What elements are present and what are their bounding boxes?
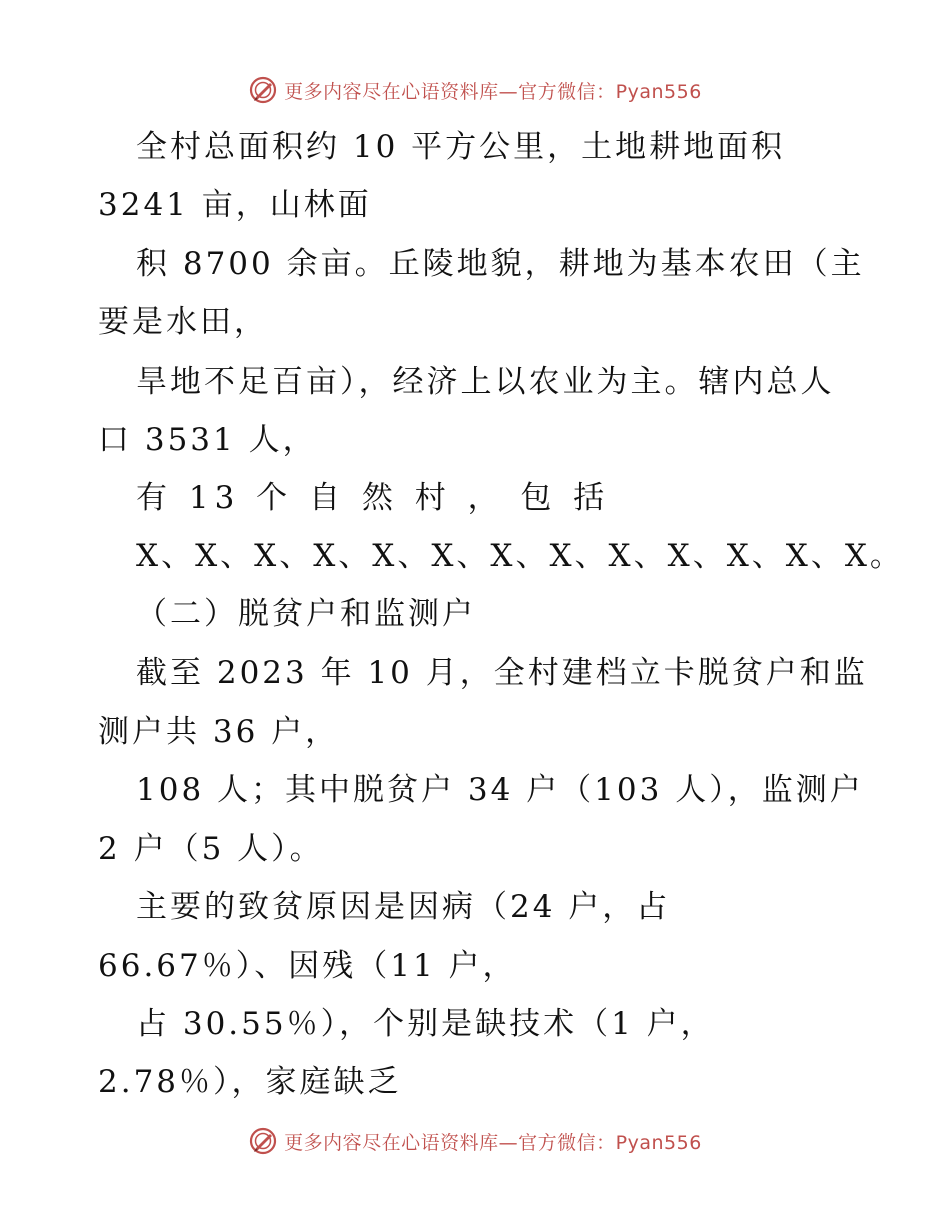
paragraph-line: 占 30.55％），个别是缺技术（1 户， (136, 1006, 715, 1042)
paragraph-line: 口 3531 人， (98, 422, 317, 458)
paragraph-line: 截至 2023 年 10 月，全村建档立卡脱贫户和监 (136, 655, 868, 691)
footer-watermark (0, 1123, 950, 1159)
paragraph-line: 测户共 36 户， (98, 714, 340, 750)
pen-circle-logo-icon (248, 1126, 278, 1156)
paragraph-line: 主要的致贫原因是因病（24 户，占 (136, 889, 671, 925)
pen-circle-logo-icon (248, 75, 278, 105)
paragraph-line: 有 13 个 自 然 村 ， 包 括 (136, 480, 611, 516)
paragraph-line: 旱地不足百亩），经济上以农业为主。辖内总人 (136, 364, 835, 400)
paragraph-line: 108 人；其中脱贫户 34 户（103 人），监测户 (136, 772, 864, 808)
paragraph-line: X、X、X、X、X、X、X、X、X、X、X、X、X。 (136, 538, 904, 574)
paragraph-line: 66.67％）、因残（11 户， (98, 948, 517, 984)
header-watermark (0, 72, 950, 108)
watermark-wechat-id: Pyan556 (615, 80, 702, 103)
section-heading: （二）脱贫户和监测户 (136, 596, 476, 632)
paragraph-line: 积 8700 余亩。丘陵地貌，耕地为基本农田（主 (136, 246, 865, 282)
paragraph-line: 要是水田， (98, 304, 268, 340)
paragraph-line: 2 户（5 人）。 (98, 831, 324, 867)
watermark-text: 更多内容尽在心语资料库—官方微信：Pyan556 (284, 80, 702, 103)
paragraph-line: 2.78％），家庭缺乏 (98, 1064, 402, 1100)
paragraph-line: 全村总面积约 10 平方公里，土地耕地面积 (136, 129, 786, 165)
paragraph-line: 3241 亩，山林面 (98, 187, 372, 223)
watermark-text: 更多内容尽在心语资料库—官方微信：Pyan556 (284, 1131, 702, 1154)
watermark-wechat-id: Pyan556 (615, 1131, 702, 1154)
